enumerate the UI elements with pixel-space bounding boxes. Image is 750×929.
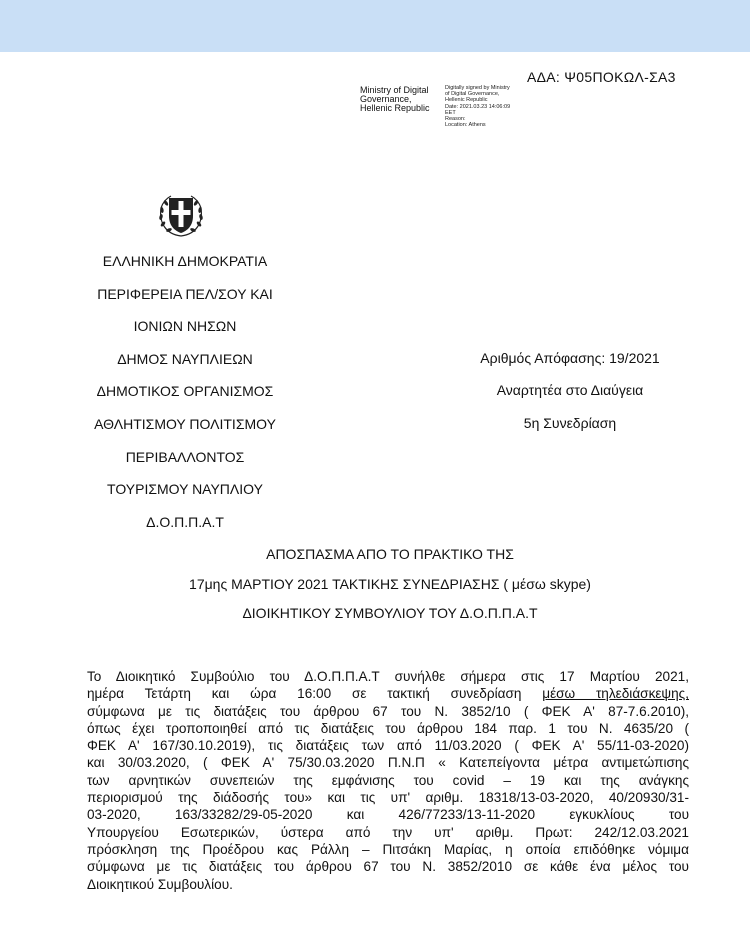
body-line: σύμφωνα με τις διατάξεις του άρθρου 67 του Ν. 3852/2010 σε κάθε ένα μέλος του [87,859,689,875]
issuer-line: ΤΟΥΡΙΣΜΟΥ ΝΑΥΠΛΙΟΥ [107,481,263,498]
signature-meta-line: Date: 2021.03.23 14:06:09 [445,103,511,110]
issuer-line: ΠΕΡΙΦΕΡΕΙΑ ΠΕΛ/ΣΟΥ ΚΑΙ [97,285,273,302]
issuer-line: Δ.Ο.Π.Π.Α.Τ [146,513,224,530]
issuer-line: ΔΗΜΟΣ ΝΑΥΠΛΙΕΩΝ [117,350,253,367]
digital-signer [360,86,438,113]
title-line: ΔΙΟΙΚΗΤΙΚΟΥ ΣΥΜΒΟΥΛΙΟΥ ΤΟΥ Δ.Ο.Π.Π.Α.Τ [242,605,538,621]
body-line: σύμφωνα με τις διατάξεις του άρθρου 67 του Ν. 3852/10 ( ΦΕΚ Α' 87-7.6.2010), [87,703,689,719]
signer-line: Hellenic Republic [360,103,430,113]
body-text: ημέρα Τετάρτη και ώρα 16:00 σε τακτική συνεδρίαση [87,686,543,702]
document-title [100,545,680,634]
signature-meta-line: EET [445,109,456,116]
issuer-line: ΔΗΜΟΤΙΚΟΣ ΟΡΓΑΝΙΣΜΟΣ [96,383,274,400]
signature-meta-line: of Digital Governance, [445,91,500,98]
issuer-line: ΙΟΝΙΩΝ ΝΗΣΩΝ [133,318,237,335]
issuer-line: ΑΘΛΗΤΙΣΜΟΥ ΠΟΛΙΤΙΣΜΟΥ [94,415,276,432]
body-line: των αρνητικών συνεπειών της εμφάνισης του covid – 19 και της ανάγκης [87,772,689,788]
body-line [87,685,689,702]
body-line: Διοικητικού Συμβουλίου. [87,876,233,892]
body-line: ΦΕΚ Α' 167/30.10.2019), τις διατάξεις των από 11/03.2020 ( ΦΕΚ Α' 55/11-03-2020) [87,738,689,754]
body-paragraph [87,668,689,893]
remote-session-link-text: μέσω τηλεδιάσκεψης, [542,686,689,702]
body-line: και 30/03.2020, ( ΦΕΚ Α' 75/30.03.2020 Π.Ν.Π « Κατεπείγοντα μέτρα αντιμετώπισης [87,755,689,771]
body-line: 03-2020, 163/33282/29-05-2020 και 426/77233/13-11-2020 εγκυκλίους του [87,807,689,823]
session-number: 5η Συνεδρίαση [523,414,617,431]
body-line: περιορισμού της διάδοσής του» και τις υπ' αριθμ. 18318/13-03-2020, 40/20930/31- [87,790,689,806]
signer-line: Governance, [360,94,412,104]
decision-number: Αριθμός Απόφασης: 19/2021 [480,350,660,366]
body-line: Υπουργείου Εσωτερικών, ύστερα από την υπ' αριθμ. Πρωτ: 242/12.03.2021 [87,824,689,840]
issuer-block [60,252,310,545]
greek-coat-of-arms-icon [155,190,207,240]
title-line: 17μης ΜΑΡΤΙΟΥ 2021 ΤΑΚΤΙΚΗΣ ΣΥΝΕΔΡΙΑΣΗΣ ( μέσω skype) [189,575,591,592]
signature-meta-line: Location: Athens [445,122,486,129]
body-line: πρόσκληση της Προέδρου κας Ράλλη – Πιτσάκη Μαρίας, η οποία επιδόθηκε νόμιμα [87,841,689,857]
issuer-line: ΠΕΡΙΒΑΛΛΟΝΤΟΣ [125,448,245,465]
issuer-line: ΕΛΛΗΝΙΚΗ ΔΗΜΟΚΡΑΤΙΑ [102,253,268,269]
signature-metadata [445,85,535,128]
signature-meta-line: Reason: [445,116,466,123]
decision-info [440,349,700,446]
posting-note: Αναρτητέα στο Διαύγεια [496,382,644,399]
ada-code: ΑΔΑ: Ψ05ΠΟΚΩΛ-ΣΑ3 [527,69,676,85]
signature-meta-line: Hellenic Republic [445,97,488,104]
signature-meta-line: Digitally signed by Ministry [445,85,510,91]
title-line: ΑΠΟΣΠΑΣΜΑ ΑΠΟ ΤΟ ΠΡΑΚΤΙΚΟ ΤΗΣ [266,546,514,562]
viewer-top-bar [0,0,750,52]
body-line: όπως έχει τροποποιηθεί από τις διατάξεις του άρθρου 184 παρ. 1 του Ν. 4635/20 ( [87,720,689,736]
signer-line: Ministry of Digital [360,85,429,95]
body-line: Το Διοικητικό Συμβούλιο του Δ.Ο.Π.Π.Α.Τ συνήλθε σήμερα στις 17 Μαρτίου 2021, [87,669,689,684]
